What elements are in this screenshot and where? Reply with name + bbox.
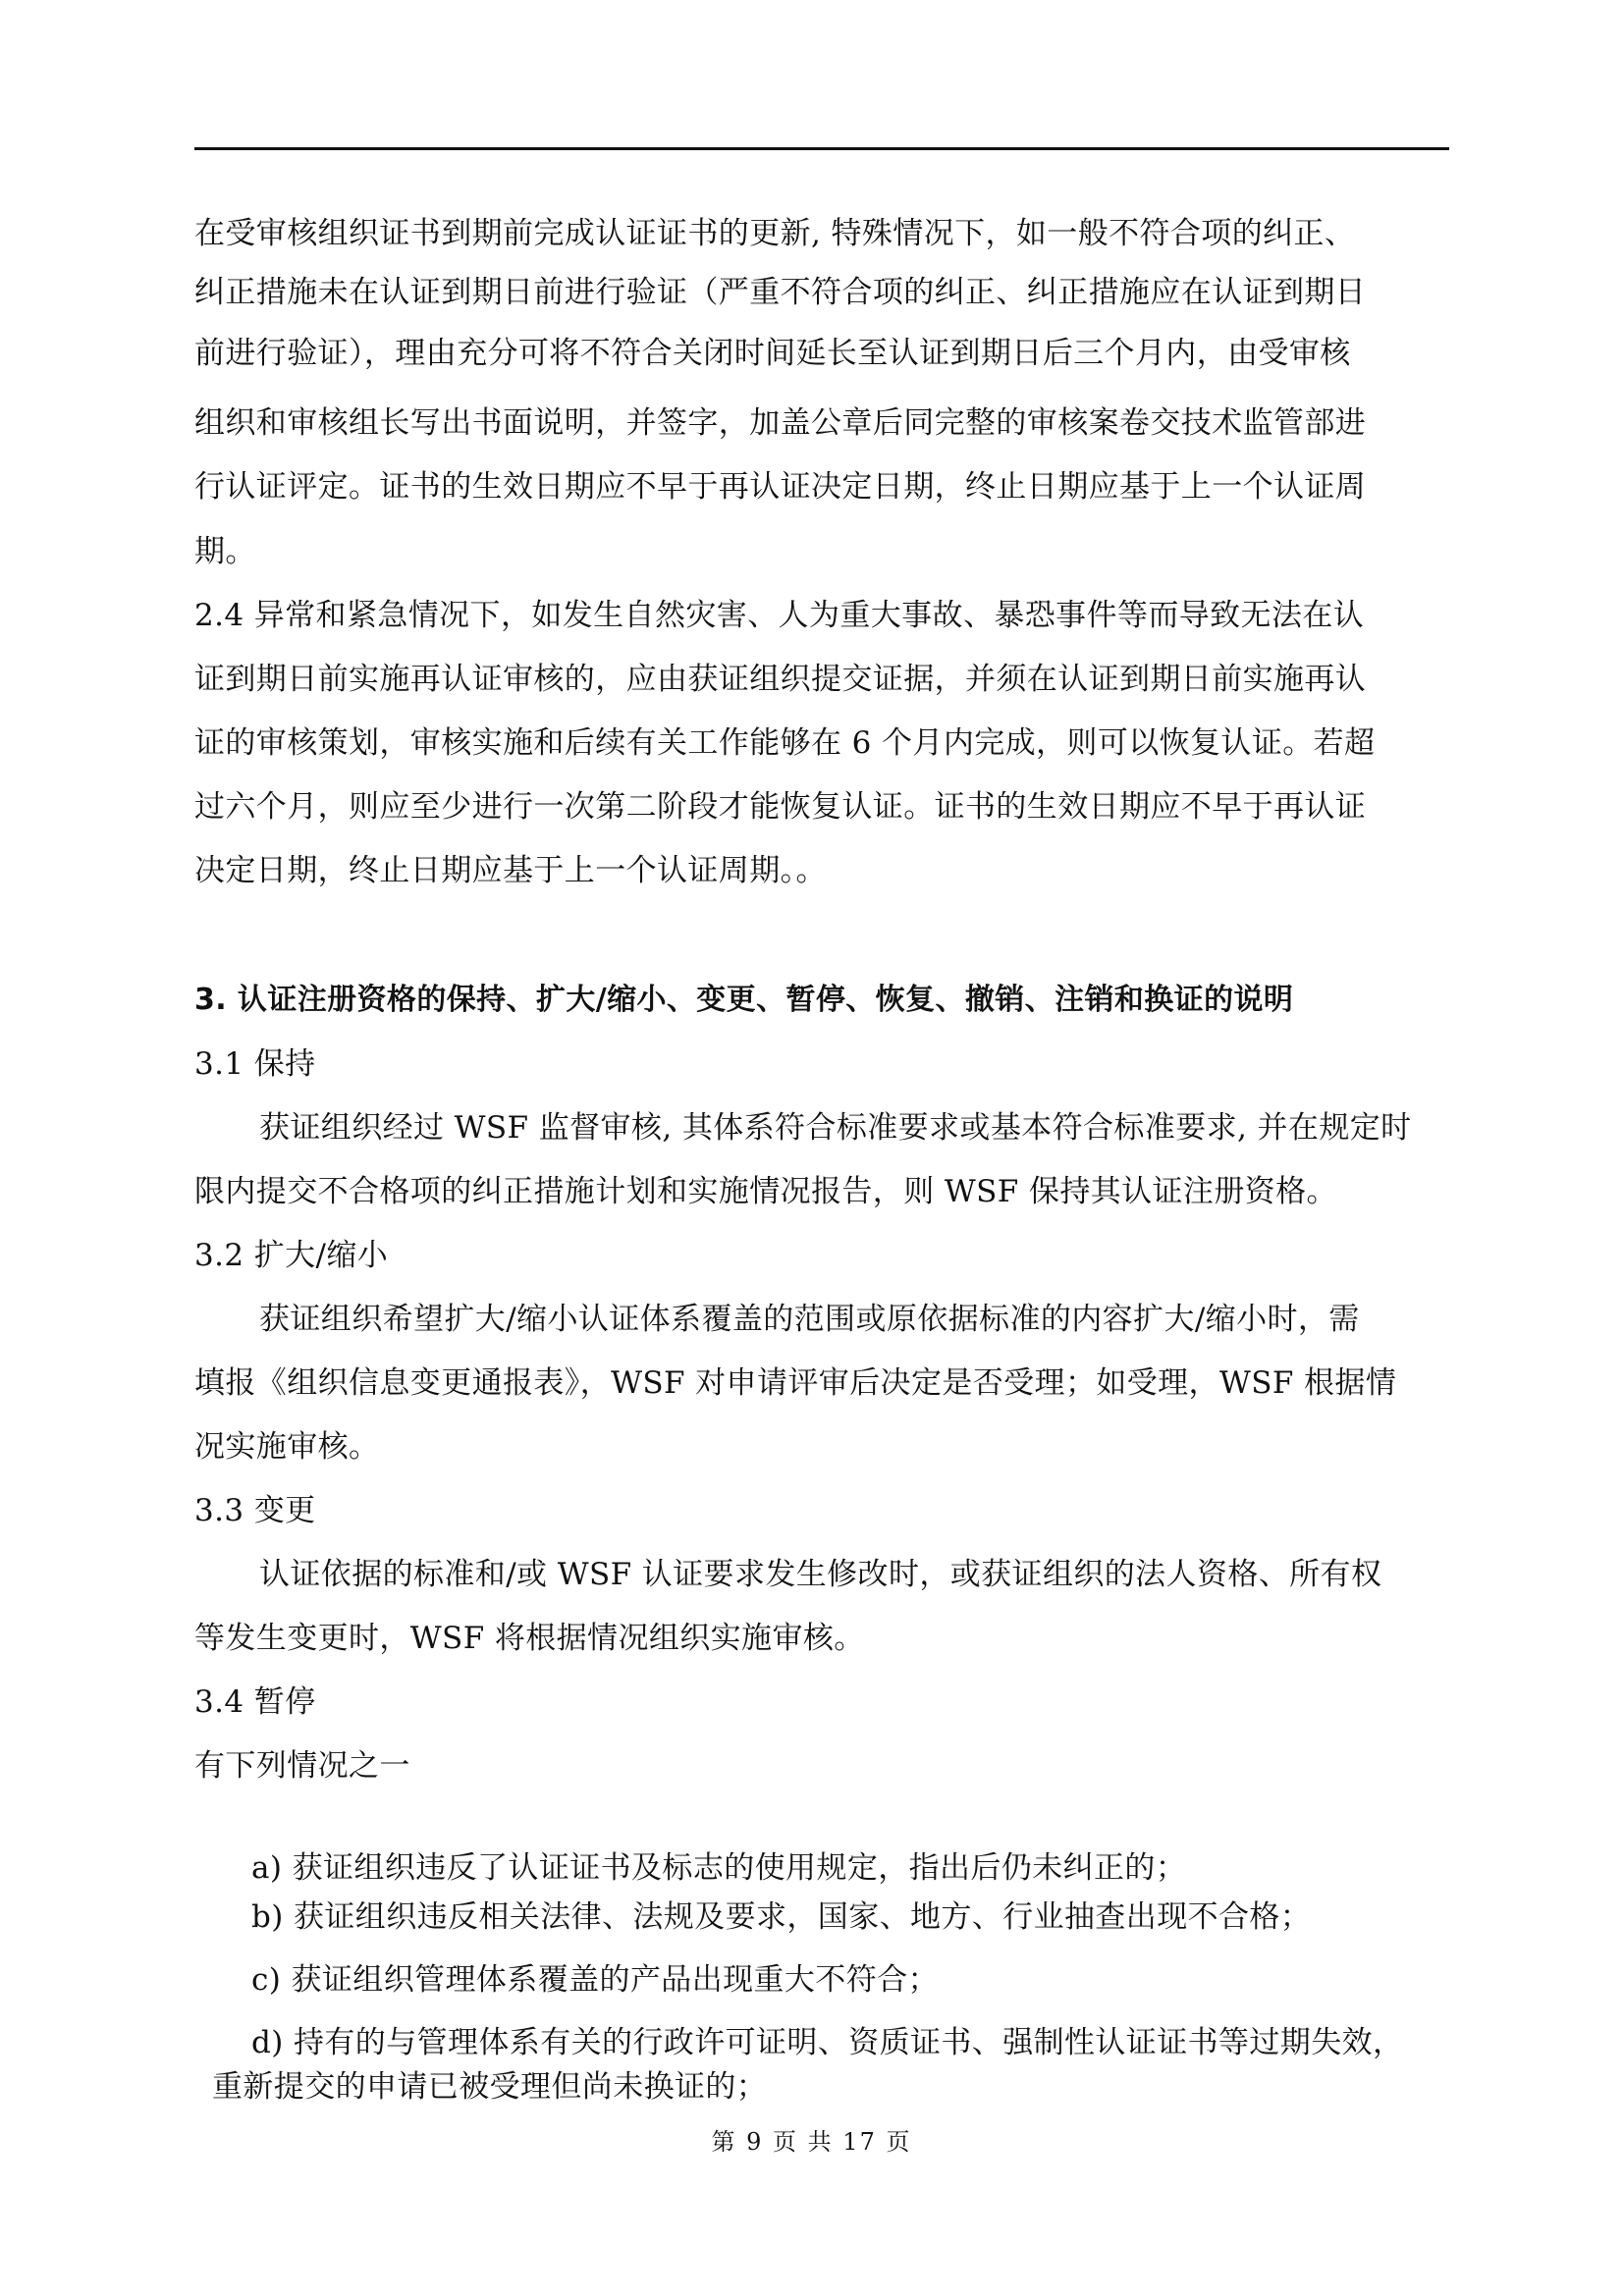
list-item-d-line-1: d) 持有的与管理体系有关的行政许可证明、资质证书、强制性认证证书等过期失效， bbox=[251, 2025, 1404, 2060]
para1-line-5: 行认证评定。证书的生效日期应不早于再认证决定日期，终止日期应基于上一个认证周 bbox=[194, 469, 1367, 505]
section-3-2-line-1: 获证组织希望扩大/缩小认证体系覆盖的范围或原依据标准的内容扩大/缩小时，需 bbox=[259, 1302, 1360, 1337]
list-item-a: a) 获证组织违反了认证证书及标志的使用规定，指出后仍未纠正的； bbox=[251, 1850, 1187, 1886]
section-3-1-title: 3.1 保持 bbox=[194, 1046, 316, 1082]
section-3-2-line-3: 况实施审核。 bbox=[194, 1429, 380, 1465]
para1-line-1: 在受审核组织证书到期前完成认证证书的更新, 特殊情况下，如一般不符合项的纠正、 bbox=[194, 216, 1356, 251]
list-item-d-line-2: 重新提交的申请已被受理但尚未换证的； bbox=[212, 2069, 768, 2105]
para2-4-line-4: 过六个月，则应至少进行一次第二阶段才能恢复认证。证书的生效日期应不早于再认证 bbox=[194, 789, 1367, 825]
section-3-3-line-1: 认证依据的标准和/或 WSF 认证要求发生修改时，或获证组织的法人资格、所有权 bbox=[259, 1557, 1382, 1592]
para2-4-line-3: 证的审核策划，审核实施和后续有关工作能够在 6 个月内完成，则可以恢复认证。若超 bbox=[194, 725, 1376, 761]
section-3-heading: 3. 认证注册资格的保持、扩大/缩小、变更、暂停、恢复、撤销、注销和换证的说明 bbox=[194, 983, 1294, 1017]
section-3-1-line-1: 获证组织经过 WSF 监督审核, 其体系符合标准要求或基本符合标准要求, 并在规定时 bbox=[259, 1110, 1412, 1146]
section-3-2-line-2: 填报《组织信息变更通报表》，WSF 对申请评审后决定是否受理；如受理，WSF 根据情 bbox=[194, 1365, 1397, 1401]
para2-4-line-1: 2.4 异常和紧急情况下，如发生自然灾害、人为重大事故、暴恐事件等而导致无法在认 bbox=[194, 598, 1365, 633]
para1-line-2: 纠正措施未在认证到期日前进行验证（严重不符合项的纠正、纠正措施应在认证到期日 bbox=[194, 275, 1367, 310]
para1-line-4: 组织和审核组长写出书面说明，并签字，加盖公章后同完整的审核案卷交技术监管部进 bbox=[194, 405, 1367, 441]
list-item-b: b) 获证组织违反相关法律、法规及要求，国家、地方、行业抽查出现不合格； bbox=[251, 1899, 1312, 1935]
para1-line-3: 前进行验证），理由充分可将不符合关闭时间延长至认证到期日后三个月内，由受审核 bbox=[194, 336, 1351, 371]
section-3-3-title: 3.3 变更 bbox=[194, 1493, 316, 1528]
list-item-c: c) 获证组织管理体系覆盖的产品出现重大不符合； bbox=[251, 1962, 939, 1998]
page-number-footer: 第 9 页 共 17 页 bbox=[711, 2128, 912, 2156]
section-3-4-title: 3.4 暂停 bbox=[194, 1684, 316, 1720]
section-3-2-title: 3.2 扩大/缩小 bbox=[194, 1238, 389, 1273]
para1-line-6: 期。 bbox=[194, 534, 256, 569]
para2-4-line-2: 证到期日前实施再认证审核的，应由获证组织提交证据，并须在认证到期日前实施再认 bbox=[194, 662, 1367, 697]
header-rule bbox=[194, 147, 1449, 150]
section-3-4-intro: 有下列情况之一 bbox=[194, 1748, 410, 1784]
section-3-3-line-2: 等发生变更时，WSF 将根据情况组织实施审核。 bbox=[194, 1621, 865, 1656]
para2-4-line-5: 决定日期，终止日期应基于上一个认证周期。。 bbox=[194, 853, 827, 888]
section-3-1-line-2: 限内提交不合格项的纠正措施计划和实施情况报告，则 WSF 保持其认证注册资格。 bbox=[194, 1174, 1337, 1209]
